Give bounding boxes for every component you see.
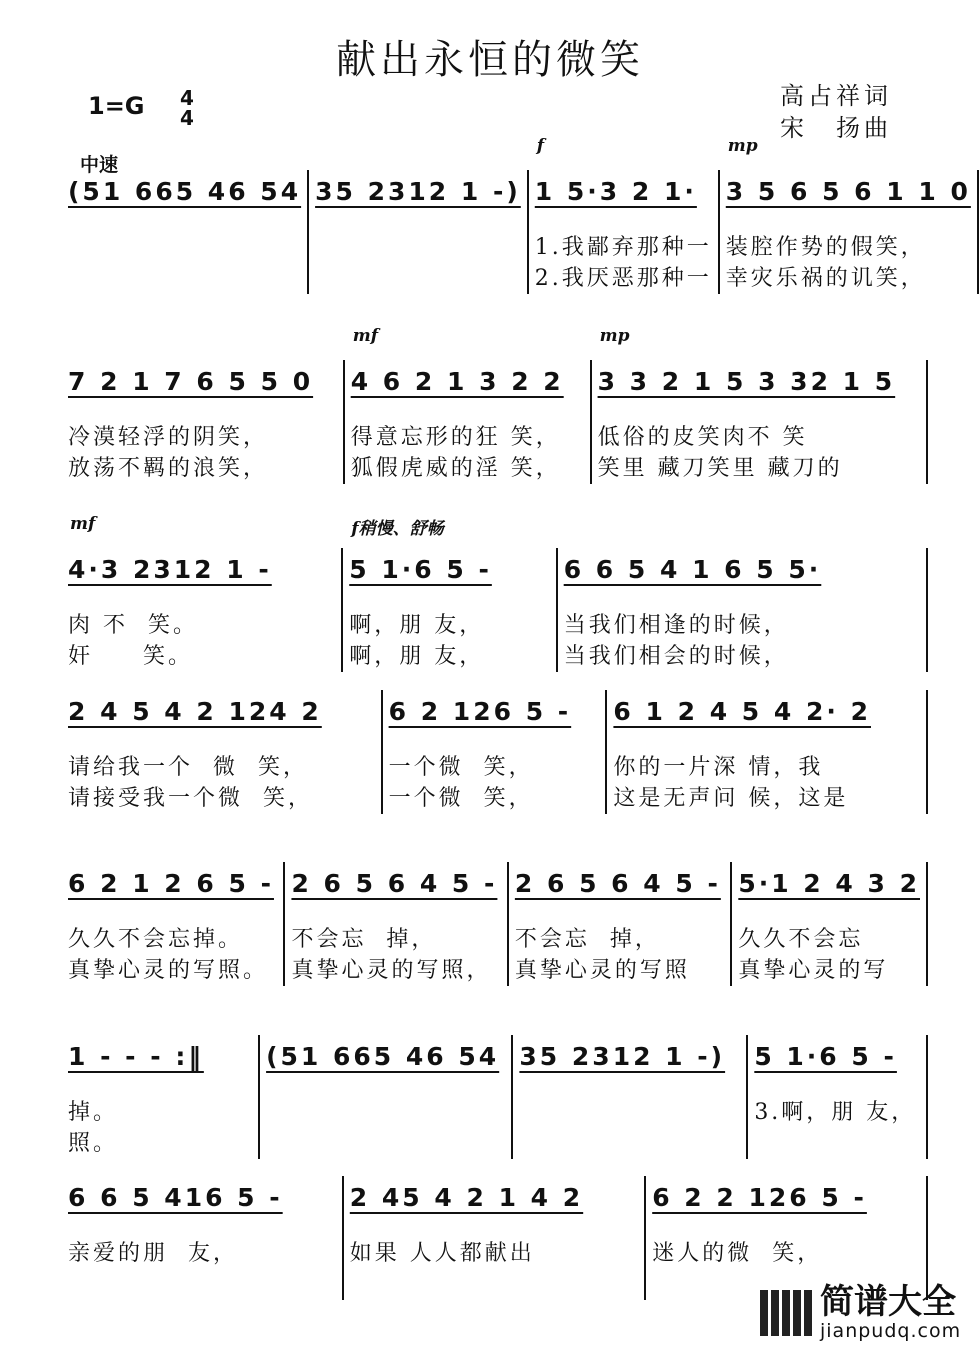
lyric-verse-2: 笑里 藏刀笑里 藏刀的 bbox=[597, 456, 843, 481]
dynamic-marking: mf bbox=[352, 326, 379, 346]
composer: 宋 扬曲 bbox=[780, 114, 892, 142]
measure-notes: 2 6 5 6 4 5 - bbox=[291, 869, 498, 898]
measure bbox=[342, 1176, 644, 1300]
measure bbox=[341, 519, 555, 672]
lyric-verse-2 bbox=[754, 1128, 920, 1159]
measure-notes: 7 2 1 7 6 5 5 0 bbox=[68, 367, 314, 396]
lyric-verse-1: 低俗的皮笑肉不 笑 bbox=[597, 425, 808, 450]
measure-notes: 3 5 6 5 6 1 1 0 bbox=[725, 177, 971, 206]
lyric-verse-1 bbox=[315, 232, 521, 263]
measure bbox=[307, 170, 527, 294]
lyric-verse-1: 肉 不 笑。 bbox=[68, 613, 198, 638]
measure bbox=[527, 136, 718, 294]
measure bbox=[605, 690, 928, 814]
watermark-name: 简谱大全 bbox=[820, 1282, 956, 1322]
lyric-verse-1: 亲爱的朋 友， bbox=[68, 1241, 238, 1266]
measure-notes: 6 2 1 2 6 5 - bbox=[68, 869, 274, 898]
lyric-verse-1: 当我们相逢的时候， bbox=[563, 613, 789, 638]
lyric-verse-2 bbox=[68, 263, 301, 294]
system-4 bbox=[62, 690, 928, 814]
lyric-verse-2 bbox=[266, 1128, 505, 1159]
lyric-verse-2: 当我们相会的时候， bbox=[563, 644, 789, 669]
measure bbox=[62, 1035, 258, 1159]
lyric-verse-1: 一个微 笑， bbox=[388, 755, 534, 780]
system-5 bbox=[62, 862, 928, 986]
lyric-verse-1: 你的一片深 情，我 bbox=[613, 755, 824, 780]
lyric-verse-1: 久久不会忘 bbox=[738, 927, 864, 952]
lyric-verse-1: 迷人的微 笑， bbox=[652, 1241, 823, 1266]
lyric-verse-1: 得意忘形的狂 笑， bbox=[350, 425, 561, 450]
measure-notes: (51 665 46 54 bbox=[266, 1042, 500, 1071]
measure bbox=[730, 862, 928, 986]
lyric-verse-1: 如果 人人都献出 bbox=[349, 1241, 535, 1266]
measure bbox=[62, 360, 343, 484]
system-2 bbox=[62, 326, 928, 484]
measure bbox=[62, 862, 283, 986]
system-3 bbox=[62, 514, 928, 672]
measure-notes: 35 2312 1 -) bbox=[315, 177, 521, 206]
measure-notes: 5 1·6 5 - bbox=[754, 1042, 897, 1071]
dynamic-marking: mp bbox=[599, 326, 630, 346]
measure bbox=[62, 690, 381, 814]
lyric-verse-1: 装腔作势的假笑， bbox=[725, 235, 926, 260]
lyric-verse-2: 真挚心灵的写照， bbox=[291, 958, 492, 983]
measure bbox=[381, 690, 606, 814]
credits bbox=[780, 80, 892, 144]
lyric-verse-1: 1.我鄙弃那种一 bbox=[534, 235, 712, 260]
measure-notes: 6 2 126 5 - bbox=[388, 697, 572, 726]
lyric-verse-1: 请给我一个 微 笑， bbox=[68, 755, 308, 780]
lyric-verse-2: 真挚心灵的写照。 bbox=[68, 958, 269, 983]
lyric-verse-2: 这是无声问 候，这是 bbox=[613, 786, 849, 811]
lyric-verse-1: 不会忘 掉， bbox=[291, 927, 437, 952]
measure bbox=[62, 514, 341, 672]
measure-notes: 6 6 5 416 5 - bbox=[68, 1183, 283, 1212]
measure bbox=[283, 862, 506, 986]
measure-notes: 5·1 2 4 3 2 bbox=[738, 869, 920, 898]
lyric-verse-2: 狐假虎威的淫 笑， bbox=[350, 456, 561, 481]
lyric-verse-2 bbox=[350, 1269, 638, 1300]
lyric-verse-2: 2.我厌恶那种一 bbox=[534, 266, 712, 291]
measure bbox=[746, 1035, 928, 1159]
measure bbox=[343, 326, 590, 484]
lyric-verse-1: 掉。 bbox=[68, 1100, 119, 1125]
lyric-verse-2: 奸 笑。 bbox=[68, 644, 193, 669]
measure-notes: 6 6 5 4 1 6 5 5· bbox=[563, 555, 822, 584]
lyric-verse-2 bbox=[315, 263, 521, 294]
measure-notes: 2 4 5 4 2 124 2 bbox=[68, 697, 322, 726]
measure bbox=[258, 1035, 511, 1159]
song-title: 献出永恒的微笑 bbox=[336, 37, 644, 83]
measure bbox=[62, 1176, 342, 1300]
lyric-verse-2: 一个微 笑， bbox=[388, 786, 534, 811]
measure-notes: 2 45 4 2 1 4 2 bbox=[349, 1183, 584, 1212]
lyric-verse-2: 真挚心灵的写照 bbox=[514, 958, 690, 983]
lyric-verse-2: 幸灾乐祸的讥笑， bbox=[725, 266, 926, 291]
lyric-verse-1: 冷漠轻浮的阴笑， bbox=[68, 425, 269, 450]
dynamic-marking: mf bbox=[70, 514, 96, 534]
measure bbox=[62, 170, 307, 294]
measure bbox=[556, 548, 928, 672]
lyric-verse-2: 请接受我一个微 笑， bbox=[68, 786, 313, 811]
lyric-verse-1 bbox=[519, 1097, 740, 1128]
measure bbox=[718, 136, 979, 294]
measure bbox=[507, 862, 730, 986]
measure-notes: 5 1·6 5 - bbox=[349, 555, 492, 584]
measure-notes: (51 665 46 54 bbox=[68, 177, 302, 206]
lyric-verse-1: 久久不会忘掉。 bbox=[68, 927, 244, 952]
time-bottom: 4 bbox=[180, 106, 194, 130]
lyric-verse-1 bbox=[68, 232, 301, 263]
measure-notes: 2 6 5 6 4 5 - bbox=[514, 869, 721, 898]
measure-notes: 6 1 2 4 5 4 2· 2 bbox=[613, 697, 871, 726]
lyric-verse-2 bbox=[68, 1269, 336, 1300]
lyric-verse-2: 真挚心灵的写 bbox=[738, 958, 889, 983]
lyric-verse-2: 放荡不羁的浪笑， bbox=[68, 456, 269, 481]
lyric-verse-2 bbox=[519, 1128, 740, 1159]
dynamic-marking: f bbox=[536, 136, 545, 156]
watermark bbox=[760, 1284, 961, 1342]
time-signature bbox=[180, 88, 194, 128]
measure-notes: 4 6 2 1 3 2 2 bbox=[350, 367, 564, 396]
measure bbox=[590, 326, 928, 484]
lyric-verse-2: 啊，朋 友， bbox=[349, 644, 485, 669]
time-top: 4 bbox=[180, 86, 194, 110]
tempo-marking: 中速 bbox=[80, 154, 119, 176]
system-7 bbox=[62, 1176, 928, 1300]
measure-notes: 6 2 2 126 5 - bbox=[652, 1183, 867, 1212]
lyricist: 高占祥词 bbox=[780, 82, 892, 110]
lyric-verse-1: 3.啊，朋 友， bbox=[754, 1100, 917, 1125]
measure-notes: 4·3 2312 1 - bbox=[68, 555, 272, 584]
piano-keys-logo bbox=[760, 1290, 812, 1336]
lyric-verse-2: 照。 bbox=[68, 1131, 119, 1156]
lyric-verse-1: 啊，朋 友， bbox=[349, 613, 485, 638]
watermark-url: jianpudq.com bbox=[820, 1320, 962, 1342]
key-signature: 1=G bbox=[88, 92, 145, 120]
dynamic-marking: f稍慢、舒畅 bbox=[351, 519, 444, 539]
measure-notes: 1 - - - :‖ bbox=[68, 1042, 204, 1071]
lyric-verse-1: 不会忘 掉， bbox=[514, 927, 660, 952]
measure bbox=[511, 1035, 746, 1159]
measure-notes: 35 2312 1 -) bbox=[519, 1042, 726, 1071]
lyric-verse-1 bbox=[266, 1097, 505, 1128]
measure-notes: 3 3 2 1 5 3 32 1 5 bbox=[597, 367, 896, 396]
measure-notes: 1 5·3 2 1· bbox=[534, 177, 697, 206]
system-6 bbox=[62, 1035, 928, 1159]
dynamic-marking: mp bbox=[727, 136, 758, 156]
